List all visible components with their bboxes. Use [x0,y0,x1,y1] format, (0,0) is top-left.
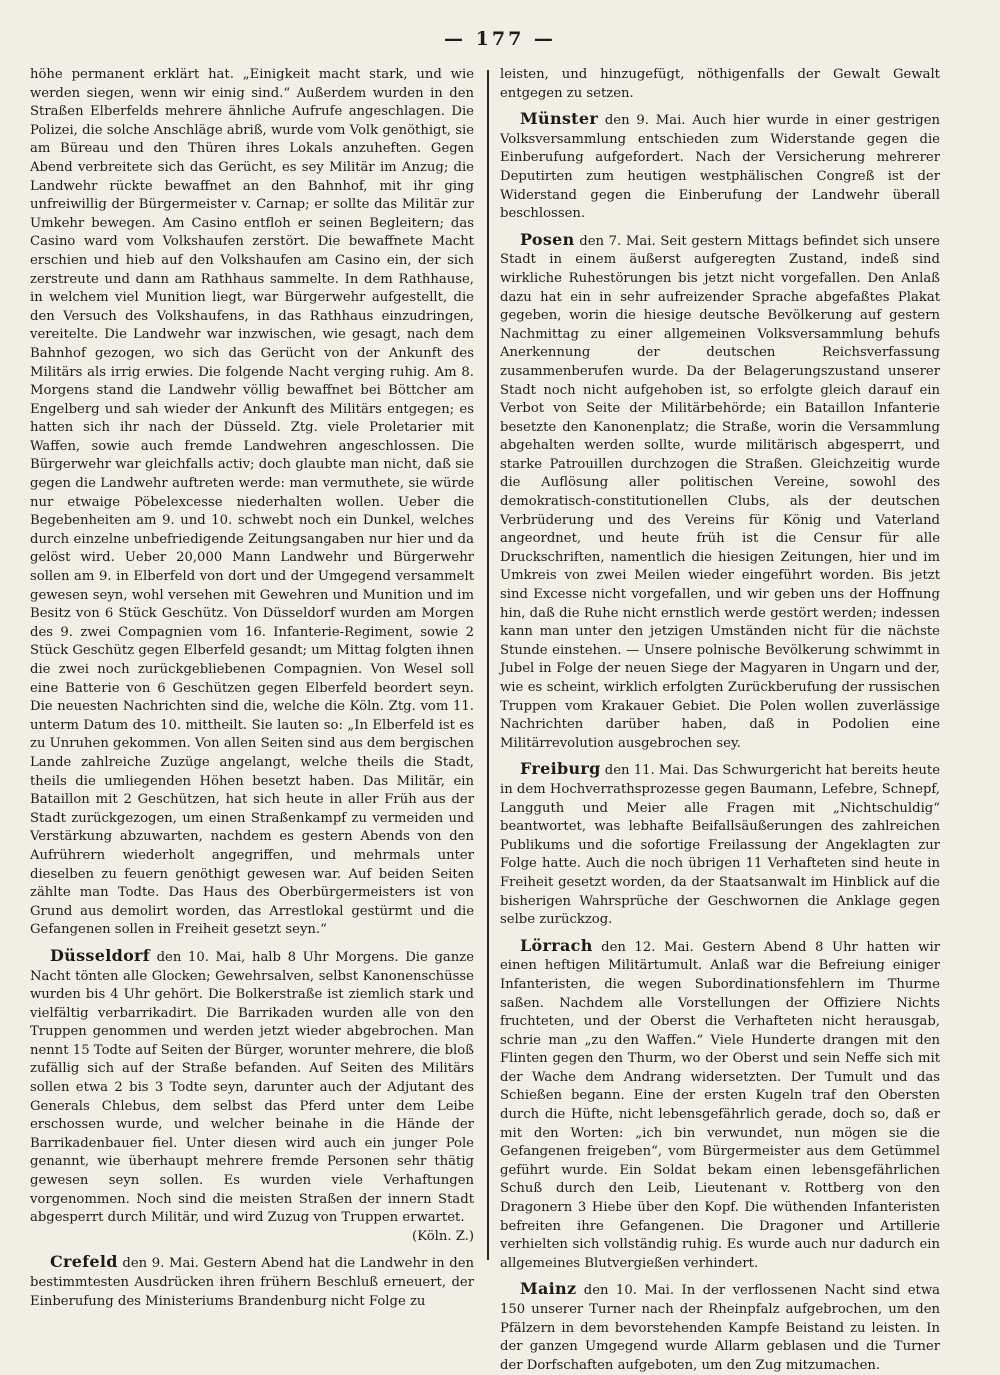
dateline-place: Freiburg [520,759,601,779]
dateline-place: Düsseldorf [50,945,150,965]
right-column [500,66,940,1373]
article-text: den 7. Mai. Seit gestern Mittags befindet sich unsere Stadt in einem äußerst aufgeregten Zustand, indeß sind wirkliche Ruhestörungen bis jetzt nicht vorgefallen. Den Anlaß dazu hat ein in sehr aufreizender Sprache abgefaßtes Plakat gegeben, worin die hiesige deutsche Bevölkerung auf gestern Nachmittag zu einer allgemeinen Volksversammlung behufs Anerkennung der deutschen Reichsverfassung zusammenberufen wurde. Da der Belagerungszustand unserer Stadt noch nicht aufgehoben ist, so erfolgte gleich darauf ein Verbot von Seite der Militärbehörde; ein Bataillon Infanterie besetzte den Kanonenplatz; die Straße, worin die Versammlung abgehalten werden sollte, wurde militärisch abgesperrt, und starke Patrouillen durchzogen die Straßen. Gleichzeitig wurde die Auflösung aller politischen Vereine, sowohl des demokratisch-constitutionellen Clubs, als der deutschen Verbrüderung und des Vereins für König und Vaterland angeordnet, und heute früh ist die Censur für alle Druckschriften, namentlich die hiesigen Zeitungen, hier und im Umkreis von zwei Meilen wieder eingeführt worden. Bis jetzt sind Excesse nicht vorgefallen, und wir geben uns der Hoffnung hin, daß die Ruhe nicht ernstlich werde gestört werden; indessen kann man unter den jetzigen Umständen nicht für die nächste Stunde einstehen. — Unsere polnische Bevölkerung schwimmt in Jubel in Folge der neuen Siege der Magyaren in Ungarn und der, wie es scheint, wirklich erfolgten Zurückberufung der russischen Truppen vom Krakauer Gebiet. Die Polen wollen zuverlässige Nachrichten darüber haben, daß in Podolien eine Militärrevolution ausgebrochen sey. [500,233,940,751]
article-text: den 10. Mai, halb 8 Uhr Morgens. Die ganze Nacht tönten alle Glocken; Gewehrsalven, selbst Kanonenschüsse wurden bis 4 Uhr gehört. Die Bolkerstraße ist ziemlich stark und vielfältig verbarrikadirt. Die Barrikaden wurden alle von den Truppen genommen und werden jetzt wieder abgebrochen. Man nennt 15 Todte auf Seiten der Bürger, worunter mehrere, die bloß zufällig sich auf der Straße befanden. Auf Seiten des Militärs sollen etwa 2 bis 3 Todte seyn, darunter auch der Adjutant des Generals Chlebus, dem selbst das Pferd unter dem Leibe erschossen wurde, und welcher beinahe in die Hände der Barrikadenbauer fiel. Unter diesen wird auch ein junger Pole genannt, wie überhaupt mehrere fremde Personen sehr thätig gewesen seyn sollen. Es wurden viele Verhaftungen vorgenommen. Noch sind die meisten Straßen der innern Stadt abgesperrt durch Militär, und wird Zuzug von Truppen erwartet. [30,949,474,1226]
article-elberfeld-continued: höhe permanent erklärt hat. „Einigkeit macht stark, und wie werden siegen, wenn wir einig sind.“ Außerdem wurden in den Straßen Elberfelds mehrere ähnliche Aufrufe angeschlagen. Die Polizei, die solche Anschläge abriß, wurde vom Volk genöthigt, sie am Büreau und den Thüren ihres Lokals anzuheften. Gegen Abend verbreitete sich das Gerücht, es sey Militär im Anzug; die Landwehr rückte bewaffnet an den Bahnhof, mit ihr ging unfreiwillig der Bürgermeister v. Carnap; er sollte das Militär zur Umkehr bewegen. Am Casino entfloh er seinen Begleitern; das Casino ward vom Volkshaufen zerstört. Die bewaffnete Macht erschien und hieb auf den Volkshaufen am Casino ein, der sich zerstreute und dann am Rathhaus sammelte. In dem Rathhause, in welchem viel Munition liegt, war Bürgerwehr aufgestellt, die den Versuch des Volkshaufens, in das Rathhaus einzudringen, vereitelte. Die Landwehr war inzwischen, wie gesagt, nach dem Bahnhof gezogen, wo sich das Gerücht von der Ankunft des Militärs als irrig erwies. Die folgende Nacht verging ruhig. Am 8. Morgens stand die Landwehr völlig bewaffnet bei Böttcher am Engelberg und sah wieder der Ankunft des Militärs entgegen; es hatten sich ihr nach der Düsseld. Ztg. viele Proletarier mit Waffen, sowie auch fremde Landwehren angeschlossen. Die Bürgerwehr war gleichfalls activ; doch glaubte man nicht, daß sie gegen die Landwehr auftreten werde: man vermuthete, sie würde nur etwaige Pöbelexcesse niederhalten wollen. Ueber die Begebenheiten am 9. und 10. schwebt noch ein Dunkel, welches durch einzelne unbefriedigende Zeitungsangaben nur hier und da gelöst wird. Ueber 20,000 Mann Landwehr und Bürgerwehr sollen am 9. in Elberfeld von dort und der Umgegend versammelt gewesen seyn, wohl versehen mit Gewehren und Munition und im Besitz von 6 Stück Geschütz. Von Düsseldorf wurden am Morgen des 9. zwei Compagnien vom 16. Infanterie-Regiment, sowie 2 Stück Geschütz gegen Elberfeld gesandt; um Mittag folgten ihnen die zwei noch zurückgebliebenen Compagnien. Von Wesel soll eine Batterie von 6 Geschützen gegen Elberfeld beordert seyn. Die neuesten Nachrichten sind die, welche die Köln. Ztg. vom 11. unterm Datum des 10. mittheilt. Sie lauten so: „In Elberfeld ist es zu Unruhen gekommen. Von allen Seiten sind aus dem bergischen Lande zahlreiche Zuzüge angelangt, welche theils die Stadt, theils die umliegenden Höhen besetzt haben. Das Militär, ein Bataillon mit 2 Geschützen, hat sich heute in aller Früh aus der Stadt zurückgezogen, um einen Straßenkampf zu vermeiden und Verstärkung abzuwarten, nachdem es gestern Abends von den Aufrührern wiederholt angegriffen, und mehrmals unter dieselben zu feuern genöthigt gewesen war. Auf beiden Seiten zählte man Todte. Das Haus des Oberbürgermeisters ist von Grund aus demolirt worden, das Arrestlokal gestürmt und die Gefangenen sollen in Freiheit gesetzt seyn.“ [30,67,474,938]
article-text: den 9. Mai. Gestern Abend hat die Landwehr in den bestimmtesten Ausdrücken ihren frühern Beschluß erneuert, der Einberufung des Ministeriums Brandenburg nicht Folge zu [30,1256,474,1309]
dateline-place: Lörrach [520,935,593,955]
article-muenster [500,110,940,224]
dateline-place: Mainz [520,1279,577,1299]
dateline-place: Crefeld [50,1252,118,1272]
article-text: den 12. Mai. Gestern Abend 8 Uhr hatten wir einen heftigen Militärtumult. Anlaß war die Befreiung einiger Infanteristen, die wegen Subordinationsfehlern im Thurme saßen. Nachdem alle Vorstellungen der Offiziere Nichts fruchteten, und der Oberst die Verhafteten nicht herausgab, schrie man „zu den Waffen.“ Viele Hunderte drangen mit den Flinten gegen den Thurm, wo der Oberst und sein Neffe sich mit der Wache dem Andrang widersetzten. Der Tumult und das Schießen begann. Eine der ersten Kugeln traf den Obersten durch die Hüfte, nicht lebensgefährlich gerade, doch so, daß er mit den Worten: „ich bin verwundet, nun mögen sie die Gefangenen freigeben“, vom Bürgermeister aus dem Getümmel geführt wurde. Ein Soldat bekam einen lebensgefährlichen Schuß durch den Leib, Lieutenant v. Rottberg von den Dragonern 3 Hiebe über den Kopf. Die wüthenden Infanteristen befreiten ihre Gefangenen. Die Dragoner und Artillerie verhielten sich vollständig ruhig. Es wurde auch nur dadurch ein allgemeines Blutvergießen verhindert. [500,939,940,1271]
article-text: den 11. Mai. Das Schwurgericht hat bereits heute in dem Hochverrathsprozesse gegen Baumann, Lefebre, Schnepf, Langguth und Meier alle Fragen mit „Nichtschuldig“ beantwortet, was lebhafte Beifallsäußerungen des zahlreichen Publikums und die sofortige Freilassung der Angeklagten zur Folge hatte. Auch die noch übrigen 11 Verhafteten sind heute in Freiheit gesetzt worden, da der Staatsanwalt im Hinblick auf die bisherigen Wahrsprüche der Geschwornen die Anklage gegen selbe zurückzog. [500,763,940,928]
left-column [30,66,474,1309]
dateline-place: Posen [520,229,575,249]
dateline-place: Münster [520,109,599,129]
article-crefeld-continued: leisten, und hinzugefügt, nöthigenfalls der Gewalt Gewalt entgegen zu setzen. [500,67,940,101]
article-text: den 9. Mai. Auch hier wurde in einer gestrigen Volksversammlung entschieden zum Widerstande gegen die Einberufung aufgefordert. Nach der Versicherung mehrerer Deputirten zum heutigen westphälischen Congreß ist der Widerstand gegen die Einberufung der Landwehr überall beschlossen. [500,113,940,222]
article-duesseldorf [30,947,474,1247]
column-divider [487,70,489,1260]
source-citation: (Köln. Z.) [412,1228,474,1244]
page-number: — 177 — [444,28,556,50]
article-text: den 10. Mai. In der verflossenen Nacht sind etwa 150 unserer Turner nach der Rheinpfalz aufgebrochen, um den Pfälzern in dem bevorstehenden Kampfe Beistand zu leisten. In der ganzen Umgegend wurde Allarm geblasen und die Turner der Dorfschaften aufgeboten, um den Zug mitzumachen. [500,1283,940,1373]
article-posen [500,231,940,754]
article-crefeld [30,1253,474,1311]
article-freiburg [500,760,940,929]
article-mainz [500,1280,940,1375]
article-loerrach [500,937,940,1274]
